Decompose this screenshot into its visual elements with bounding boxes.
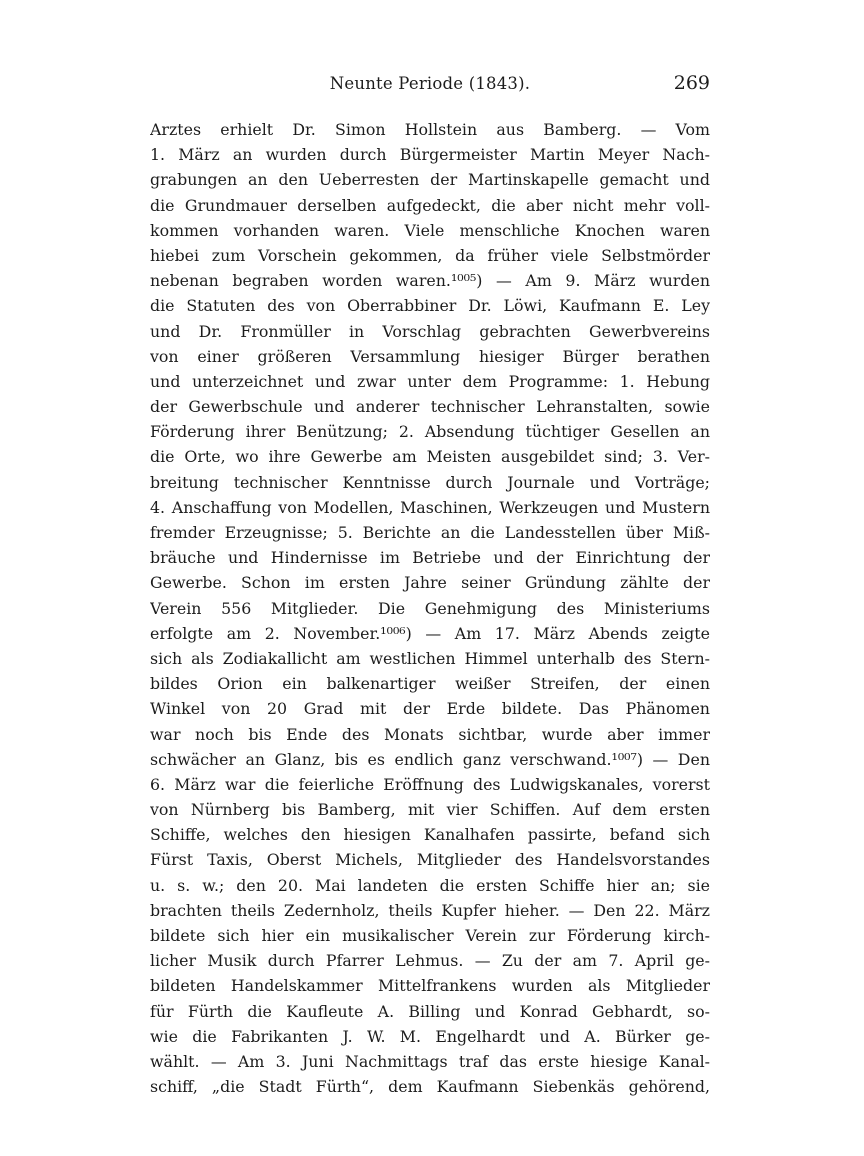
- text-line: Gewerbe. Schon im ersten Jahre seiner Gründung zählte der: [150, 573, 710, 593]
- text-line: bildes Orion ein balkenartiger weißer Streifen, der einen: [150, 674, 710, 694]
- text-line: die Statuten des von Oberrabbiner Dr. Löwi, Kaufmann E. Ley: [150, 296, 710, 316]
- text-line: schiff, „die Stadt Fürth“, dem Kaufmann Siebenkäs gehörend,: [150, 1077, 710, 1097]
- text-line: erfolgte am 2. November.¹⁰⁰⁶) — Am 17. März Abends zeigte: [150, 623, 710, 643]
- text-line: fremder Erzeugnisse; 5. Berichte an die Landesstellen über Miß-: [150, 523, 710, 542]
- text-line: bräuche und Hindernisse im Betriebe und der Einrichtung der: [150, 548, 710, 568]
- text-line: u. s. w.; den 20. Mai landeten die ersten Schiffe hier an; sie: [150, 875, 710, 895]
- text-line: licher Musik durch Pfarrer Lehmus. — Zu der am 7. April ge-: [150, 951, 710, 971]
- text-line: 4. Anschaffung von Modellen, Maschinen, Werkzeugen und Mustern: [150, 497, 710, 517]
- text-line: sich als Zodiakallicht am westlichen Himmel unterhalb des Stern-: [150, 648, 710, 668]
- text-line: wählt. — Am 3. Juni Nachmittags traf das erste hiesige Kanal-: [150, 1051, 710, 1071]
- text-line: nebenan begraben worden waren.¹⁰⁰⁵) — Am 9. März wurden: [150, 271, 710, 291]
- text-line: Arztes erhielt Dr. Simon Hollstein aus Bamberg. — Vom: [150, 120, 710, 139]
- text-line: wie die Fabrikanten J. W. M. Engelhardt und A. Bürker ge-: [150, 1026, 710, 1046]
- text-line: schwächer an Glanz, bis es endlich ganz verschwand.¹⁰⁰⁷) — Den: [150, 749, 710, 769]
- text-line: 1. März an wurden durch Bürgermeister Martin Meyer Nach-: [150, 145, 710, 165]
- text-line: Schiffe, welches den hiesigen Kanalhafen passirte, befand sich: [150, 825, 710, 845]
- running-head: [150, 72, 710, 100]
- text-line: 6. März war die feierliche Eröffnung des Ludwigskanales, vorerst: [150, 774, 710, 794]
- text-line: Förderung ihrer Benützung; 2. Absendung tüchtiger Gesellen an: [150, 422, 710, 442]
- text-line: bildeten Handelskammer Mittelfrankens wurden als Mitglieder: [150, 976, 710, 996]
- text-line: breitung technischer Kenntnisse durch Journale und Vorträge;: [150, 472, 710, 492]
- text-line: hiebei zum Vorschein gekommen, da früher viele Selbstmörder: [150, 245, 710, 265]
- text-line: war noch bis Ende des Monats sichtbar, wurde aber immer: [150, 724, 710, 744]
- text-line: kommen vorhanden waren. Viele menschliche Knochen waren: [150, 220, 710, 240]
- text-line: die Grundmauer derselben aufgedeckt, die aber nicht mehr voll-: [150, 195, 710, 215]
- text-line: der Gewerbschule und anderer technischer Lehranstalten, sowie: [150, 397, 710, 417]
- text-line: grabungen an den Ueberresten der Martinskapelle gemacht und: [150, 170, 710, 190]
- text-line: Fürst Taxis, Oberst Michels, Mitglieder des Handelsvorstandes: [150, 850, 710, 870]
- text-line: und Dr. Fronmüller in Vorschlag gebrachten Gewerbvereins: [150, 321, 710, 341]
- text-line: für Fürth die Kaufleute A. Billing und Konrad Gebhardt, so-: [150, 1001, 710, 1021]
- text-line: bildete sich hier ein musikalischer Verein zur Förderung kirch-: [150, 926, 710, 945]
- text-line: und unterzeichnet und zwar unter dem Programme: 1. Hebung: [150, 371, 710, 391]
- text-line: die Orte, wo ihre Gewerbe am Meisten ausgebildet sind; 3. Ver-: [150, 447, 710, 467]
- running-title: Neunte Periode (1843).: [329, 74, 531, 93]
- page-number: 269: [673, 72, 710, 94]
- text-line: brachten theils Zedernholz, theils Kupfer hieher. — Den 22. März: [150, 900, 710, 920]
- text-line: von Nürnberg bis Bamberg, mit vier Schiffen. Auf dem ersten: [150, 800, 710, 820]
- body-text: [150, 117, 710, 1099]
- text-line: Winkel von 20 Grad mit der Erde bildete. Das Phänomen: [150, 699, 710, 719]
- text-line: Verein 556 Mitglieder. Die Genehmigung des Ministeriums: [150, 598, 710, 618]
- text-line: von einer größeren Versammlung hiesiger Bürger berathen: [150, 346, 710, 366]
